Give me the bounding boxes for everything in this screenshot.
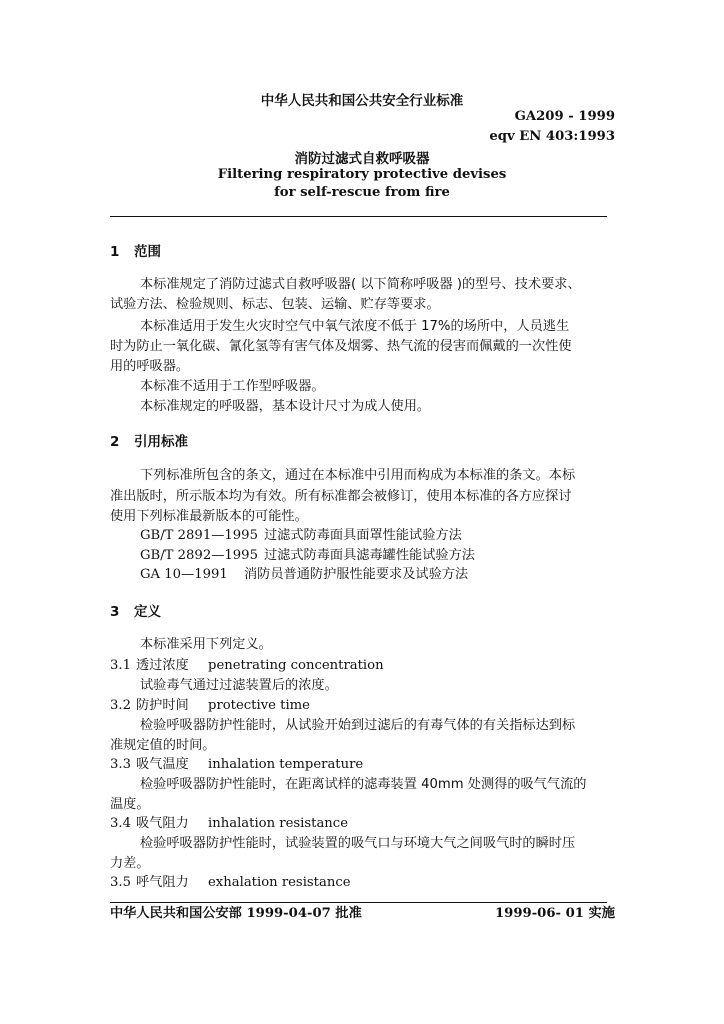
approval-label: 批准 [335,906,362,921]
definition-term [110,696,310,716]
definition-number: 3.4 [110,816,131,831]
standard-code: GA209 - 1999 [514,109,615,124]
issuing-org: 中华人民共和国公共安全行业标准 [260,93,464,109]
implementation-line [495,904,615,924]
definition-number: 3.1 [110,658,131,673]
sec1-line3: 本标准适用于发生火灾时空气中氧气浓度不低于 17%的场所中，人员逃生 [140,319,570,334]
sec1-line5: 用的呼吸器。 [110,359,190,374]
definition-number: 3.2 [110,698,131,713]
definition-number: 3.3 [110,757,131,772]
definition-body: 准规定值的时间。 [110,738,216,753]
section-2-number: 2 [110,434,120,450]
section-3-number: 3 [110,604,120,620]
definition-body: 检验呼吸器防护性能时，在距离试样的滤毒装置 40mm 处测得的吸气气流的 [140,777,587,792]
sec1-line2: 试验方法、检验规则、标志、包装、运输、贮存等要求。 [110,297,440,312]
sec1-line4: 时为防止一氧化碳、氰化氢等有害气体及烟雾、热气流的侵害而佩戴的一次性使 [110,339,572,354]
footer-rule [110,902,607,903]
definition-term-en: exhalation resistance [208,875,351,890]
title-cn: 消防过滤式自救呼吸器 [294,151,430,167]
definition-term-en: protective time [208,698,310,713]
header-rule [110,216,607,217]
definition-number: 3.5 [110,875,131,890]
definition-term-cn: 透过浓度 [136,658,189,673]
definition-body: 检验呼吸器防护性能时，试验装置的吸气口与环境大气之间吸气时的瞬时压 [140,836,576,851]
approval-line [110,904,362,924]
definition-term-en: penetrating concentration [208,658,384,673]
definition-term [110,814,348,834]
sec1-line6: 本标准不适用于工作型呼吸器。 [140,379,325,394]
definition-term-en: inhalation resistance [208,816,348,831]
reference-item [140,546,475,566]
definition-body: 温度。 [110,797,150,812]
reference-item [140,565,468,585]
equivalent-standard: eqv EN 403:1993 [489,129,615,144]
section-1-heading [110,240,161,260]
reference-code: GA 10—1991 [140,567,228,582]
definition-term-cn: 吸气阻力 [136,816,189,831]
title-en-line1: Filtering respiratory protective devises [217,167,507,182]
section-3-heading [110,600,161,620]
implementation-label: 实施 [588,906,615,921]
definition-term-en: inhalation temperature [208,757,364,772]
sec2-line1: 下列标准所包含的条文，通过在本标准中引用而构成为本标准的条文。本标 [140,468,576,483]
definition-body: 力差。 [110,856,150,871]
definition-term [110,656,384,676]
reference-title: 过滤式防毒面具面罩性能试验方法 [264,528,462,543]
sec1-line1: 本标准规定了消防过滤式自救呼吸器( 以下简称呼吸器 )的型号、技术要求、 [140,277,581,292]
section-2-heading [110,430,188,450]
sec2-line3: 使用下列标准最新版本的可能性。 [110,509,308,524]
section-2-title: 引用标准 [134,434,188,450]
reference-item [140,526,462,546]
definition-term [110,873,351,893]
section-1-title: 范围 [134,244,161,260]
section-1-number: 1 [110,244,120,260]
implementation-date: 1999-06- 01 [495,906,584,921]
approval-date: 1999-04-07 [246,906,331,921]
title-en-line2: for self-rescue from fire [274,185,450,200]
sec2-line2: 准出版时，所示版本均为有效。所有标准都会被修订，使用本标准的各方应探讨 [110,489,572,504]
section-3-title: 定义 [134,604,161,620]
sec1-line7: 本标准规定的呼吸器，基本设计尺寸为成人使用。 [140,399,431,414]
reference-title: 消防员普通防护服性能要求及试验方法 [244,567,469,582]
approval-org: 中华人民共和国公安部 [110,906,242,921]
definition-body: 检验呼吸器防护性能时，从试验开始到过滤后的有毒气体的有关指标达到标 [140,718,576,733]
reference-code: GB/T 2892—1995 [140,548,258,563]
definition-term-cn: 防护时间 [136,698,189,713]
sec3-intro: 本标准采用下列定义。 [140,637,272,652]
definition-term [110,755,363,775]
definition-term-cn: 吸气温度 [136,757,189,772]
definition-term-cn: 呼气阻力 [136,875,189,890]
reference-title: 过滤式防毒面具滤毒罐性能试验方法 [264,548,475,563]
definition-body: 试验毒气通过过滤装置后的浓度。 [140,678,338,693]
reference-code: GB/T 2891—1995 [140,528,258,543]
